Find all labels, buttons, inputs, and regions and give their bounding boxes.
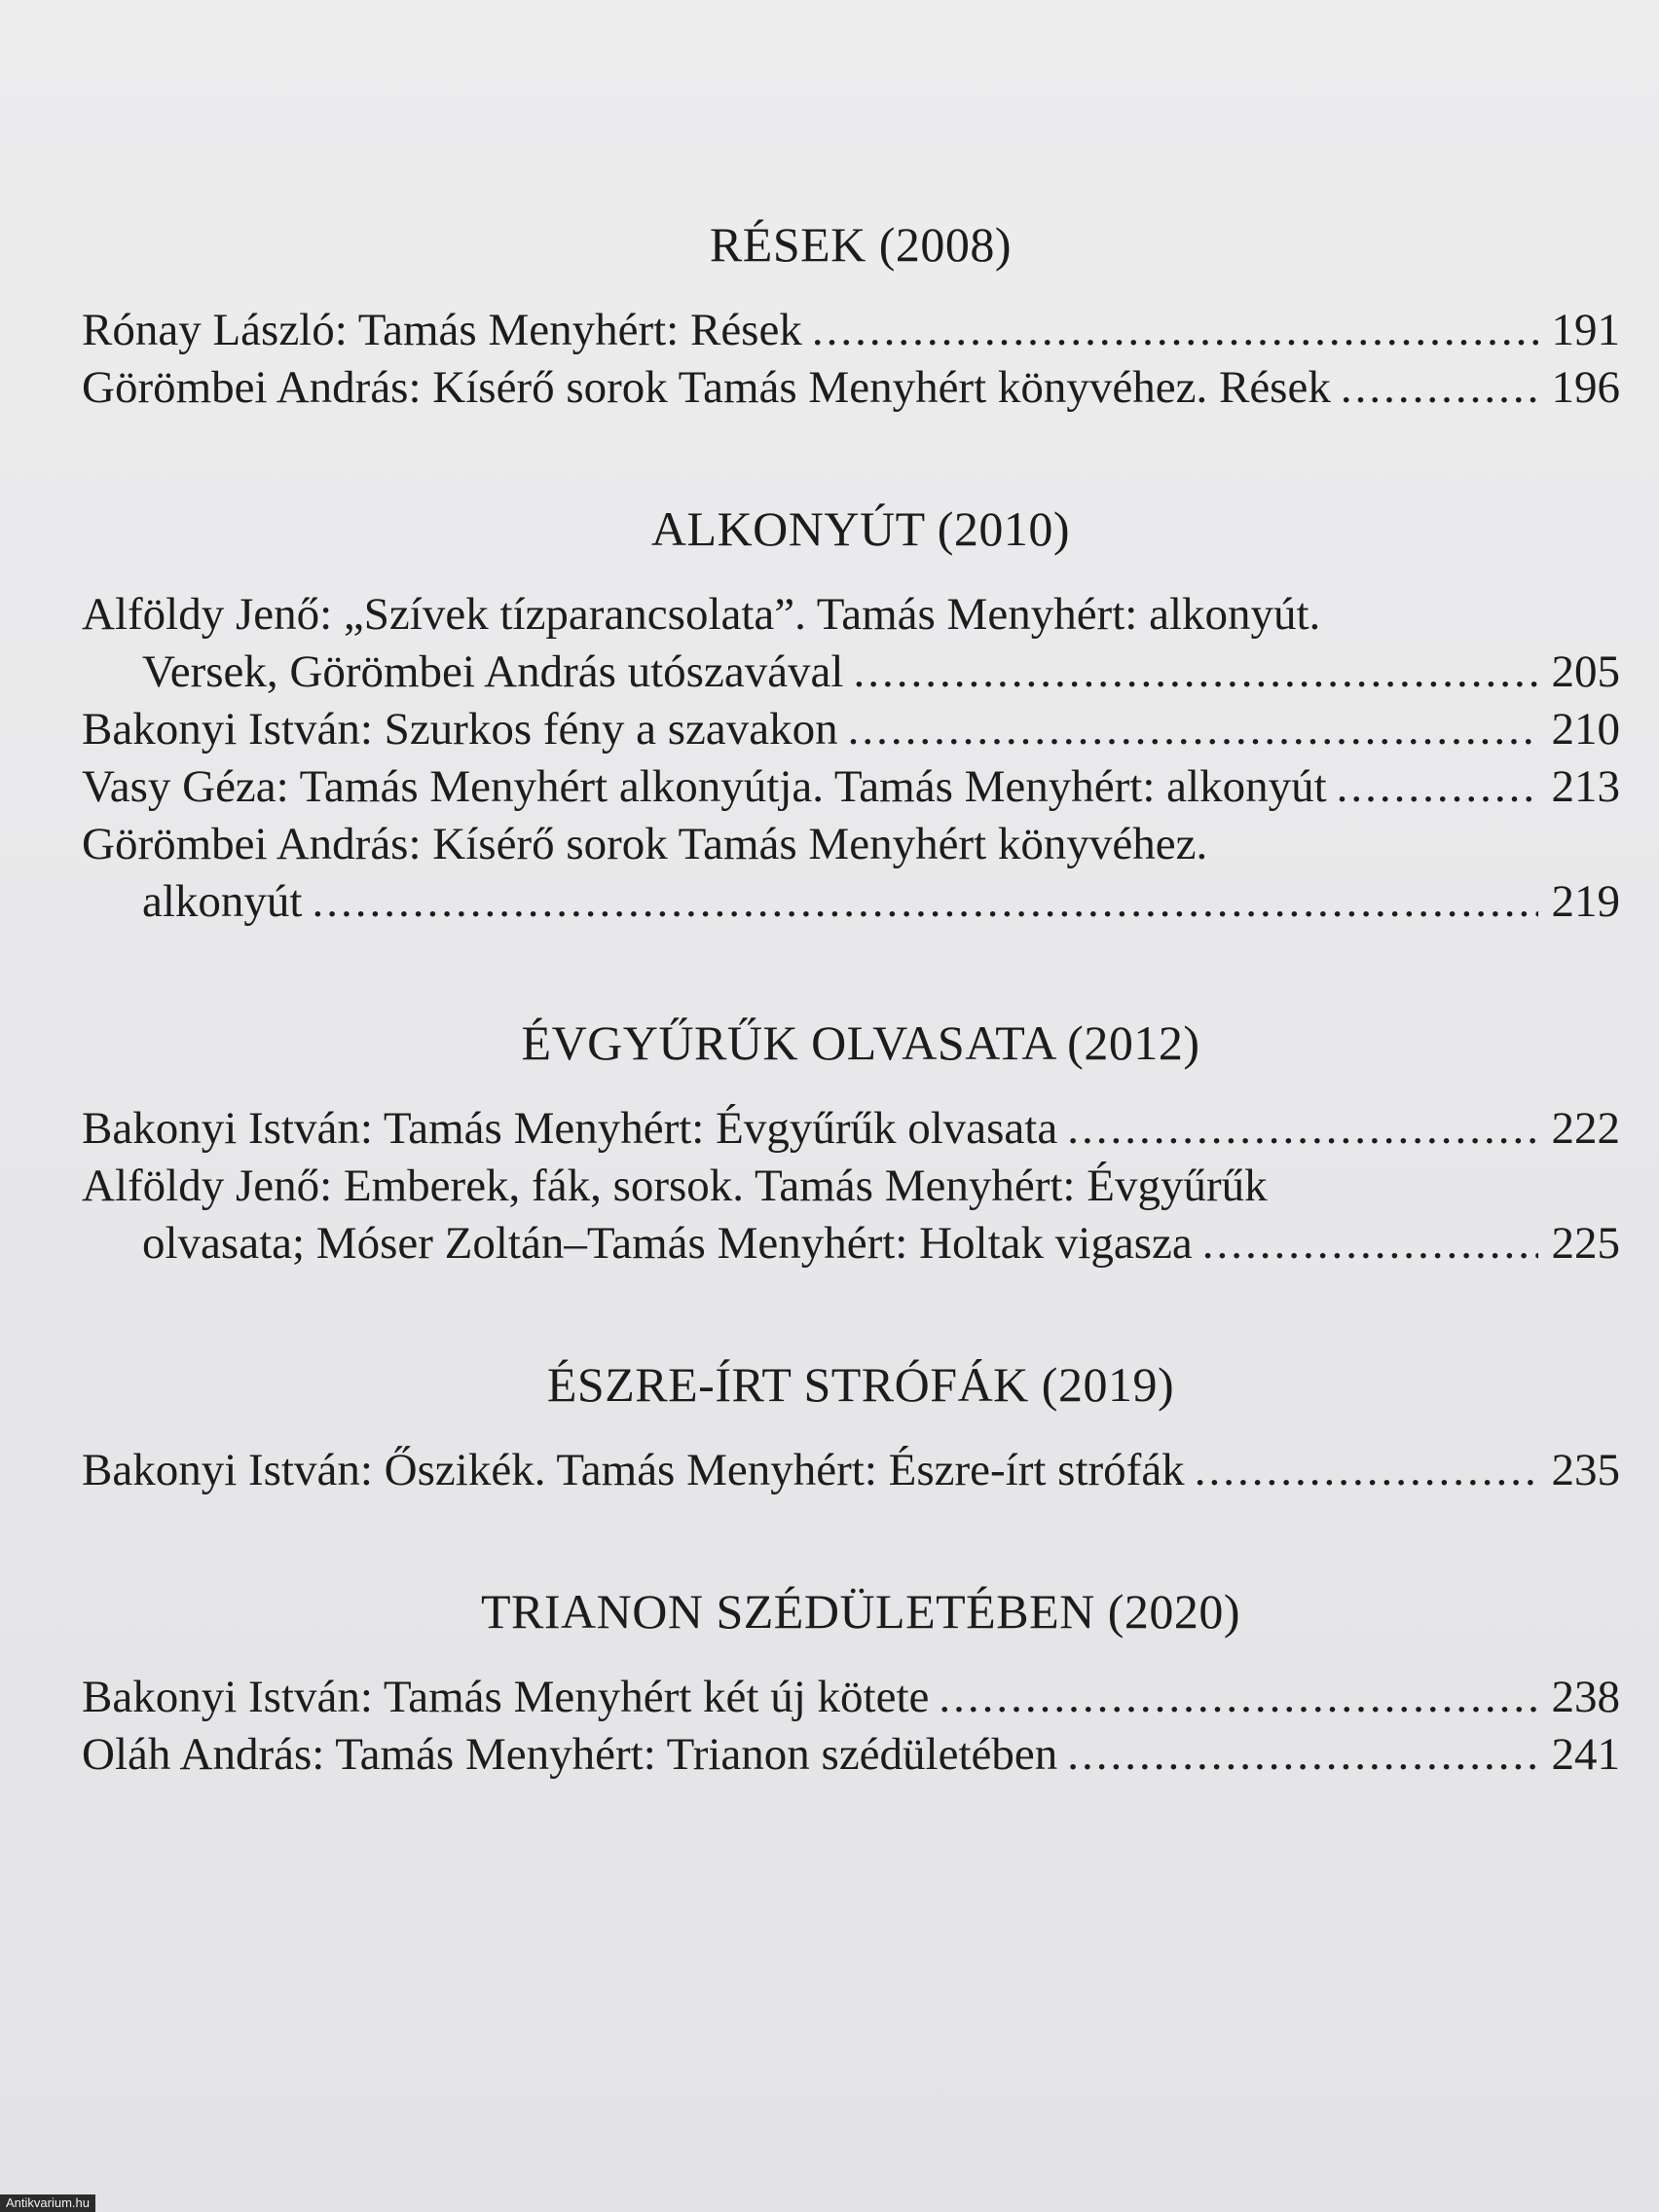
toc-entry: [82, 1669, 1620, 1726]
toc-entry: [82, 701, 1620, 758]
entry-title-first-line: Görömbei András: Kísérő sorok Tamás Menyhért könyvéhez.: [82, 819, 1208, 869]
page-number: 222: [1551, 1103, 1620, 1154]
dot-leader: [1202, 1215, 1538, 1272]
toc-entry: [82, 873, 1620, 931]
entry-title: Vasy Géza: Tamás Menyhért alkonyútja. Tamás Menyhért: alkonyút: [82, 761, 1327, 812]
page-number: 196: [1551, 362, 1620, 413]
toc-entry: [82, 1100, 1620, 1158]
page-number: 205: [1551, 646, 1620, 697]
toc-entry: [82, 758, 1620, 816]
dot-leader: [812, 302, 1538, 359]
entry-title: Bakonyi István: Szurkos fény a szavakon: [82, 704, 838, 755]
dot-leader: [312, 873, 1537, 931]
dot-leader: [1337, 758, 1538, 816]
entry-title: Oláh András: Tamás Menyhért: Trianon szédületében: [82, 1729, 1058, 1780]
entry-title: Versek, Görömbei András utószavával: [142, 646, 844, 697]
page-number: 219: [1551, 876, 1620, 927]
toc-entry: [82, 302, 1620, 359]
dot-leader: [1067, 1100, 1537, 1158]
toc-entry: [82, 1215, 1620, 1272]
dot-leader: [939, 1669, 1537, 1726]
page-number: 210: [1551, 704, 1620, 755]
section-title: RÉSEK (2008): [709, 217, 1013, 272]
toc-entry: [82, 644, 1620, 701]
section-title: ÉVGYŰRŰK OLVASATA (2012): [521, 1015, 1200, 1070]
entry-title: Bakonyi István: Tamás Menyhért: Évgyűrűk olvasata: [82, 1103, 1058, 1154]
dot-leader: [1067, 1726, 1537, 1784]
section-title: ÉSZRE-ÍRT STRÓFÁK (2019): [546, 1357, 1175, 1412]
dot-leader: [848, 701, 1538, 758]
toc-entry: [82, 1442, 1620, 1499]
toc-section-reszek: [82, 216, 1620, 417]
dot-leader: [1195, 1442, 1538, 1499]
entry-title: Görömbei András: Kísérő sorok Tamás Menyhért könyvéhez. Rések: [82, 362, 1331, 413]
page-number: 241: [1551, 1729, 1620, 1780]
dot-leader: [853, 644, 1537, 701]
table-of-contents: [82, 216, 1620, 1784]
entry-title: Bakonyi István: Tamás Menyhért két új kötete: [82, 1672, 930, 1722]
toc-section-evgyuruk: [82, 1014, 1620, 1272]
entry-title: olvasata; Móser Zoltán–Tamás Menyhért: Holtak vigasza: [142, 1218, 1193, 1269]
watermark-label: Antikvarium.hu: [0, 2194, 95, 2212]
page-number: 213: [1551, 761, 1620, 812]
entry-title-first-line: Alföldy Jenő: Emberek, fák, sorsok. Tamás Menyhért: Évgyűrűk: [82, 1161, 1268, 1211]
dot-leader: [1341, 359, 1538, 417]
entry-title: alkonyút: [142, 876, 303, 927]
page-number: 225: [1551, 1218, 1620, 1269]
toc-entry: [82, 1726, 1620, 1784]
entry-title-first-line: Alföldy Jenő: „Szívek tízparancsolata”. Tamás Menyhért: alkonyút.: [82, 589, 1321, 640]
toc-section-trianon: [82, 1583, 1620, 1784]
toc-section-alkonyut: [82, 500, 1620, 931]
toc-section-eszre-irt: [82, 1356, 1620, 1499]
toc-entry: [82, 359, 1620, 417]
entry-title: Bakonyi István: Őszikék. Tamás Menyhért: Észre-írt strófák: [82, 1445, 1185, 1495]
page-number: 238: [1551, 1672, 1620, 1722]
entry-title: Rónay László: Tamás Menyhért: Rések: [82, 305, 802, 355]
page-number: 235: [1551, 1445, 1620, 1495]
section-title: TRIANON SZÉDÜLETÉBEN (2020): [480, 1584, 1241, 1639]
page-number: 191: [1551, 305, 1620, 355]
section-title: ALKONYÚT (2010): [650, 501, 1071, 556]
